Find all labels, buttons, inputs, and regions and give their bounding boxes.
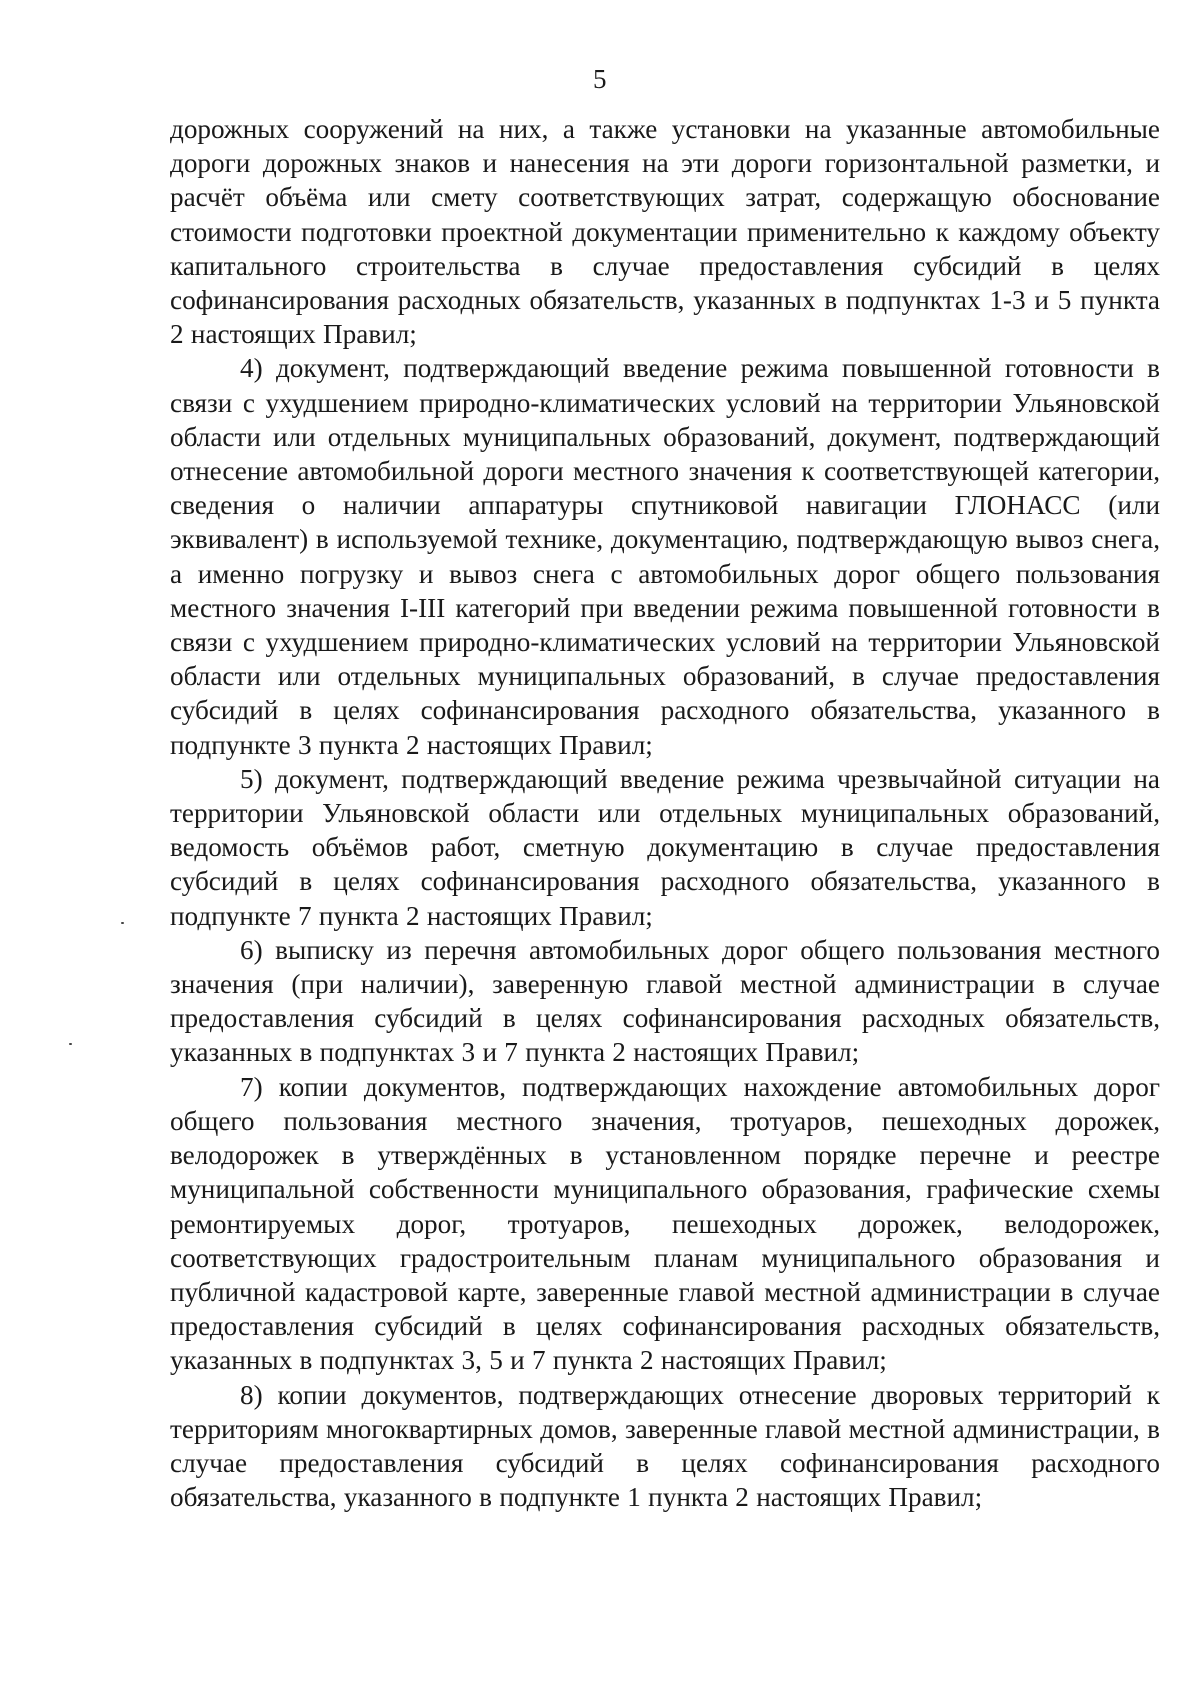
scan-speck bbox=[121, 922, 124, 924]
document-body bbox=[170, 112, 1160, 1514]
paragraph-item-6: 6) выписку из перечня автомобильных дорог общего пользования местного значения (при наличии), заверенную главой местной администрации в случае предоставления субсидий в целях софинансирования расходных обязательств, указанных в подпунктах 3 и 7 пункта 2 настоящих Правил; bbox=[170, 934, 1160, 1068]
page-number: 5 bbox=[593, 64, 607, 94]
paragraph-item-4: 4) документ, подтверждающий введение режима повышенной готовности в связи с ухудшением природно-климатических условий на территории Ульяновской области или отдельных муниципальных образований, документ, подтверждающий отнесение автомобильной дороги местного значения к соответствующей категории, сведения о наличии аппаратуры спутниковой навигации ГЛОНАСС (или эквивалент) в используемой технике, документацию, подтверждающую вывоз снега, а именно погрузку и вывоз снега с автомобильных дорог общего пользования местного значения I-III категорий при введении режима повышенной готовности в связи с ухудшением природно-климатических условий на территории Ульяновской области или отдельных муниципальных образований, в случае предоставления субсидий в целях софинансирования расходного обязательства, указанного в подпункте 3 пункта 2 настоящих Правил; bbox=[170, 353, 1160, 760]
paragraph-item-5: 5) документ, подтверждающий введение режима чрезвычайной ситуации на территории Ульяновской области или отдельных муниципальных образований, ведомость объёмов работ, сметную документацию в случае предоставления субсидий в целях софинансирования расходного обязательства, указанного в подпункте 7 пункта 2 настоящих Правил; bbox=[170, 763, 1160, 931]
paragraph-item-7: 7) копии документов, подтверждающих нахождение автомобильных дорог общего пользования местного значения, тротуаров, пешеходных дорожек, велодорожек в утверждённых в установленном порядке перечне и реестре муниципальной собственности муниципального образования, графические схемы ремонтируемых дорог, тротуаров, пешеходных дорожек, велодорожек, соответствующих градостроительным планам муниципального образования и публичной кадастровой карте, заверенные главой местной администрации в случае предоставления субсидий в целях софинансирования расходных обязательств, указанных в подпунктах 3, 5 и 7 пункта 2 настоящих Правил; bbox=[170, 1071, 1160, 1376]
paragraph-item-8: 8) копии документов, подтверждающих отнесение дворовых территорий к территориям многоквартирных домов, заверенные главой местной администрации, в случае предоставления субсидий в целях софинансирования расходного обязательства, указанного в подпункте 1 пункта 2 настоящих Правил; bbox=[170, 1379, 1160, 1513]
paragraph-continuation: дорожных сооружений на них, а также установки на указанные автомобильные дороги дорожных знаков и нанесения на эти дороги горизонтальной разметки, и расчёт объёма или смету соответствующих затрат, содержащую обоснование стоимости подготовки проектной документации применительно к каждому объекту капитального строительства в случае предоставления субсидий в целях софинансирования расходных обязательств, указанных в подпунктах 1-3 и 5 пункта 2 настоящих Правил; bbox=[170, 114, 1160, 350]
scan-speck bbox=[69, 1043, 72, 1045]
